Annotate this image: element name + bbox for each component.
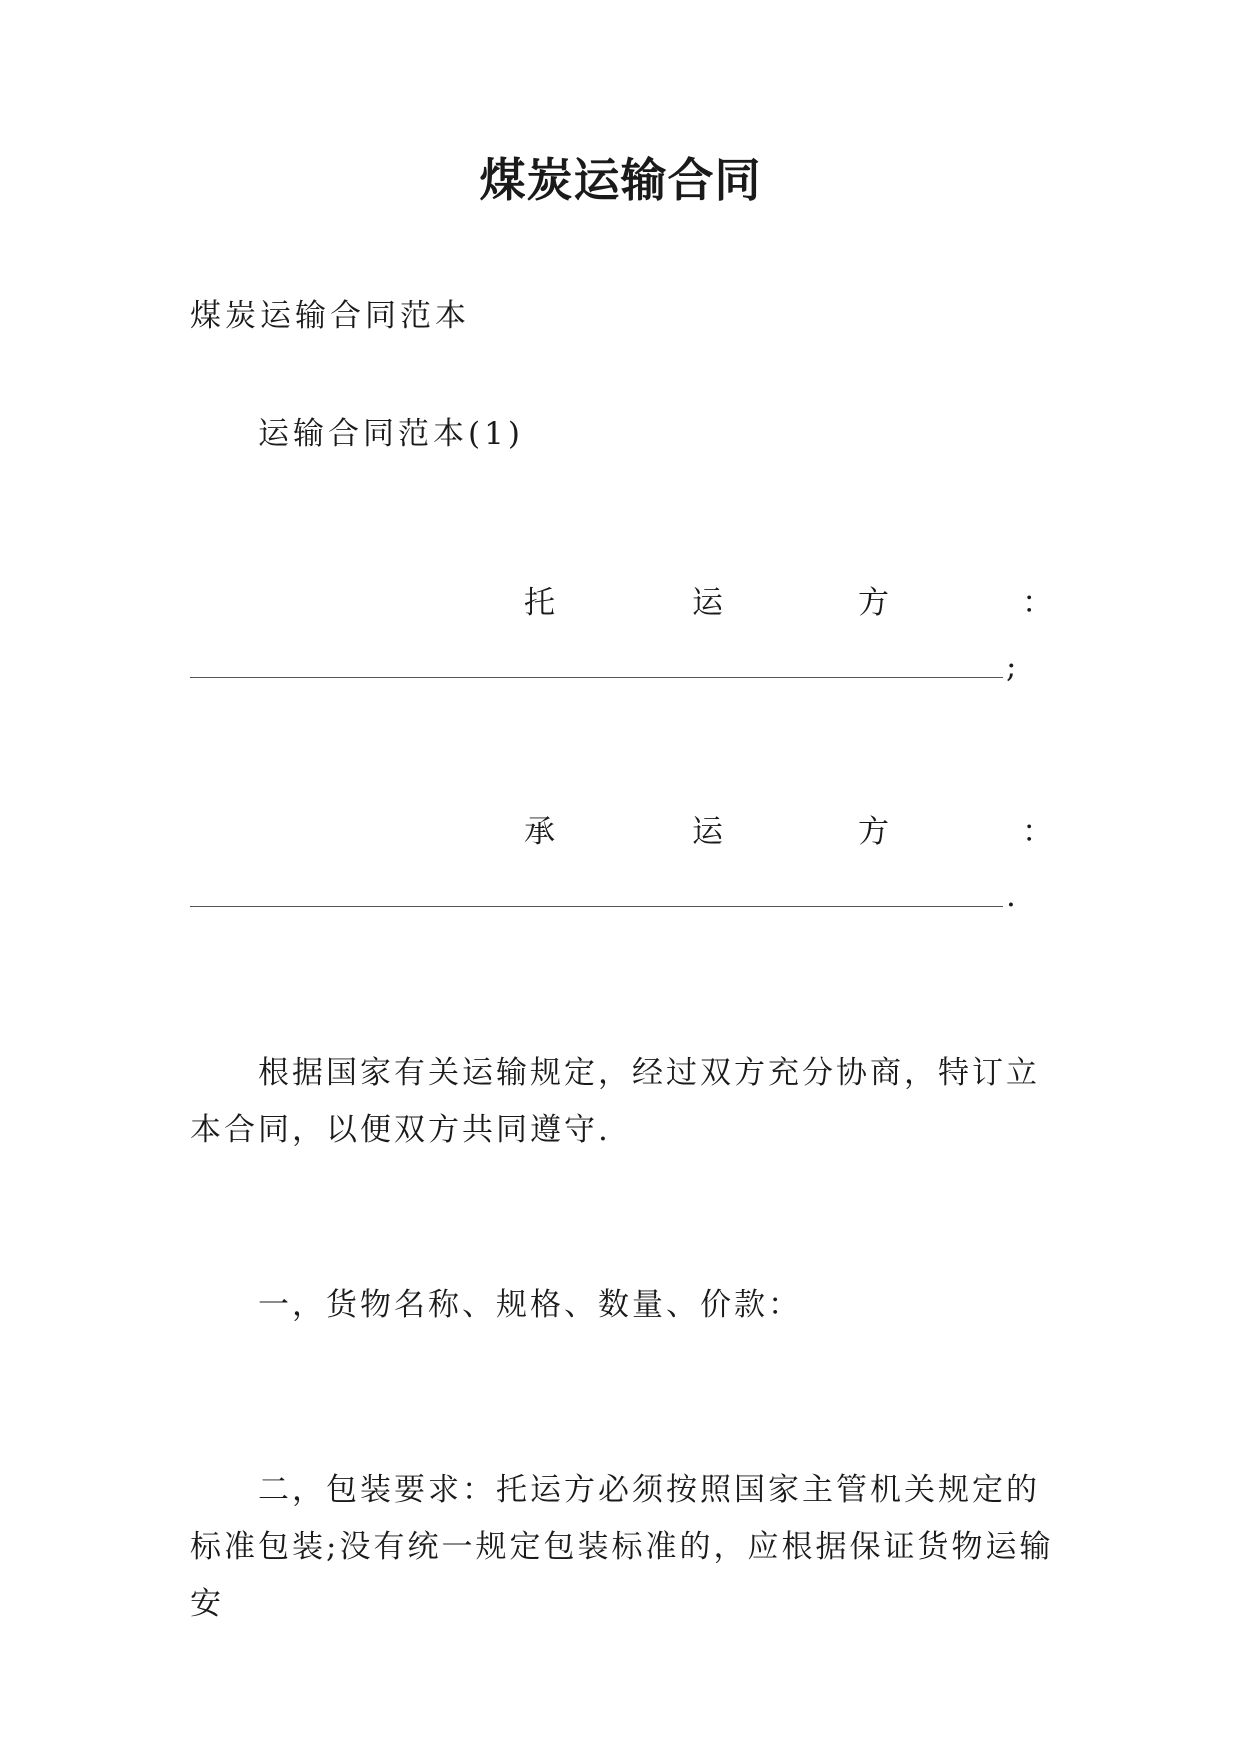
shipper-label-char: 方 bbox=[858, 585, 889, 621]
carrier-label-char: 运 bbox=[692, 814, 723, 850]
shipper-blank-line bbox=[190, 647, 1070, 687]
paragraph-agreement: 根据国家有关运输规定，经过双方充分协商，特订立本合同，以便双方共同遵守. bbox=[190, 1055, 1040, 1148]
sample-heading: 运输合同范本(1) bbox=[258, 416, 524, 452]
carrier-label-row bbox=[190, 812, 1053, 852]
fill-in-underline bbox=[190, 677, 1003, 678]
carrier-line-end: . bbox=[1006, 878, 1016, 914]
shipper-line-end: ; bbox=[1006, 649, 1017, 685]
sub-heading: 煤炭运输合同范本 bbox=[190, 298, 470, 334]
document-title: 煤炭运输合同 bbox=[479, 153, 762, 207]
fill-in-underline bbox=[190, 906, 1003, 907]
paragraph-section-1: 一，货物名称、规格、数量、价款： bbox=[258, 1287, 802, 1323]
carrier-label-char: ： bbox=[1022, 814, 1053, 850]
shipper-label-char: 运 bbox=[692, 585, 723, 621]
carrier-blank-line bbox=[190, 876, 1070, 916]
carrier-label-char: 方 bbox=[858, 814, 889, 850]
shipper-label-char: 托 bbox=[524, 585, 555, 621]
carrier-label-char: 承 bbox=[524, 814, 555, 850]
paragraph-section-2: 二，包装要求：托运方必须按照国家主管机关规定的标准包装;没有统一规定包装标准的，应根据保证货物运输安 bbox=[190, 1472, 1054, 1622]
shipper-label-row bbox=[190, 583, 1053, 623]
shipper-label-char: ： bbox=[1022, 585, 1053, 621]
